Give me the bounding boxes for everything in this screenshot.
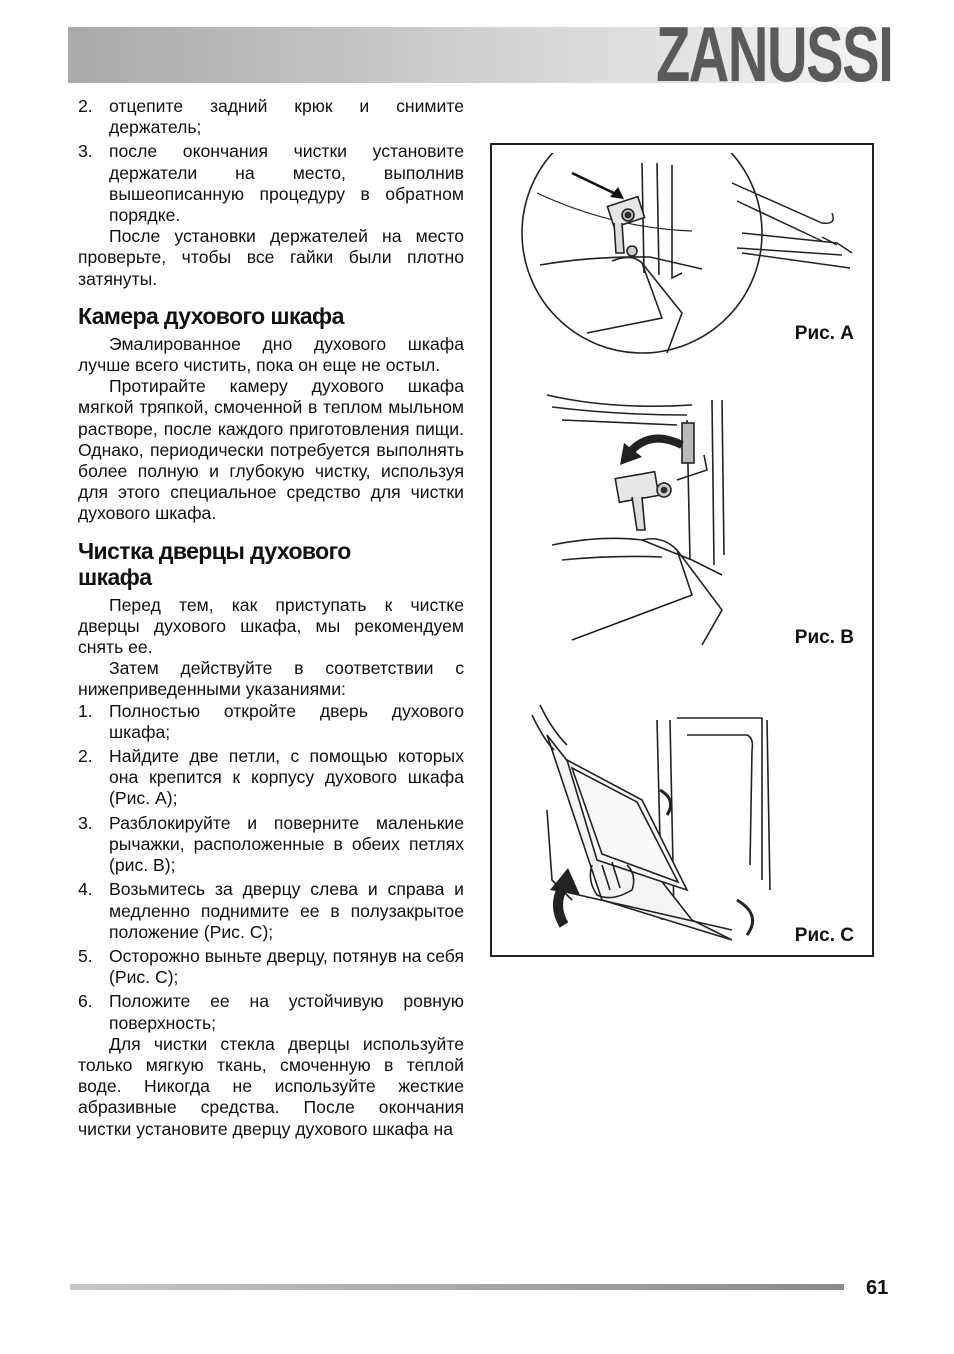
step-number: 5. (78, 945, 93, 966)
heading-line: шкафа (78, 563, 152, 590)
text-column (78, 96, 464, 1140)
step-number: 3. (78, 812, 93, 833)
step-number: 1. (78, 700, 93, 721)
section-heading-door-cleaning (78, 538, 464, 590)
step-text: Положите ее на устойчивую ровную поверхность; (109, 991, 464, 1033)
figure-b-lever-drawing (492, 385, 872, 655)
list-item (78, 96, 464, 138)
zanussi-logo: ZANUSSI (655, 10, 892, 98)
paragraph: Для чистки стекла дверцы используйте только мягкую ткань, смоченную в теплой воде. Никогда не используйте жесткие абразивные средства. После окончания чистки установите дверцу духового шкафа на (78, 1033, 464, 1139)
step-item (78, 813, 464, 877)
step-item (78, 746, 464, 810)
figure-c-label: Рис. C (794, 925, 854, 946)
figure-c-door-removal-drawing (492, 690, 872, 960)
step-text: Возьмитесь за дверцу слева и справа и медленно поднимите ее в полузакрытое положение (Рис. C); (109, 879, 464, 942)
footer-bar (70, 1284, 844, 1290)
figures-panel (490, 143, 874, 957)
step-text: Осторожно выньте дверцу, потянув на себя (Рис. C); (109, 945, 464, 988)
heading-line: Чистка дверцы духового (78, 537, 351, 564)
item-text: после окончания чистки установите держатели на место, выполнив вышеописанную процедуру в обратном порядке. (109, 141, 464, 226)
item-text: отцепите задний крюк и снимите держатель; (109, 96, 464, 138)
paragraph: Перед тем, как приступать к чистке дверцы духового шкафа, мы рекомендуем снять ее. (78, 594, 464, 658)
step-item (78, 991, 464, 1033)
step-item (78, 946, 464, 988)
step-text: Полностью откройте дверь духового шкафа; (109, 700, 464, 742)
section-heading-oven-cavity: Камера духового шкафа (78, 302, 344, 329)
step-text: Найдите две петли, с помощью которых она крепится к корпусу духового шкафа (Рис. A); (109, 746, 464, 809)
paragraph: Затем действуйте в соответствии с нижеприведенными указаниями: (78, 658, 464, 700)
step-number: 4. (78, 879, 93, 900)
step-item (78, 879, 464, 943)
paragraph: Эмалированное дно духового шкафа лучше всего чистить, пока он еще не остыл. (78, 333, 464, 376)
paragraph: Протирайте камеру духового шкафа мягкой тряпкой, смоченной в теплом мыльном растворе, после каждого приготовления пищи. Однако, периодически потребуется выполнять более полную и глубокую чистку, используя для этого специальное средство для чистки духового шкафа. (78, 376, 464, 524)
step-number: 2. (78, 746, 93, 767)
page-number: 61 (866, 1277, 889, 1299)
figure-a-label: Рис. A (794, 323, 854, 344)
figure-b-label: Рис. B (794, 627, 854, 648)
paragraph: После установки держателей на место проверьте, чтобы все гайки были плотно затянуты. (78, 226, 464, 289)
step-item (78, 701, 464, 743)
item-number: 2. (78, 96, 93, 116)
item-number: 3. (78, 141, 93, 162)
step-number: 6. (78, 991, 93, 1012)
step-text: Разблокируйте и поверните маленькие рычажки, расположенные в обеих петлях (рис. B); (109, 812, 464, 876)
list-item (78, 141, 464, 226)
